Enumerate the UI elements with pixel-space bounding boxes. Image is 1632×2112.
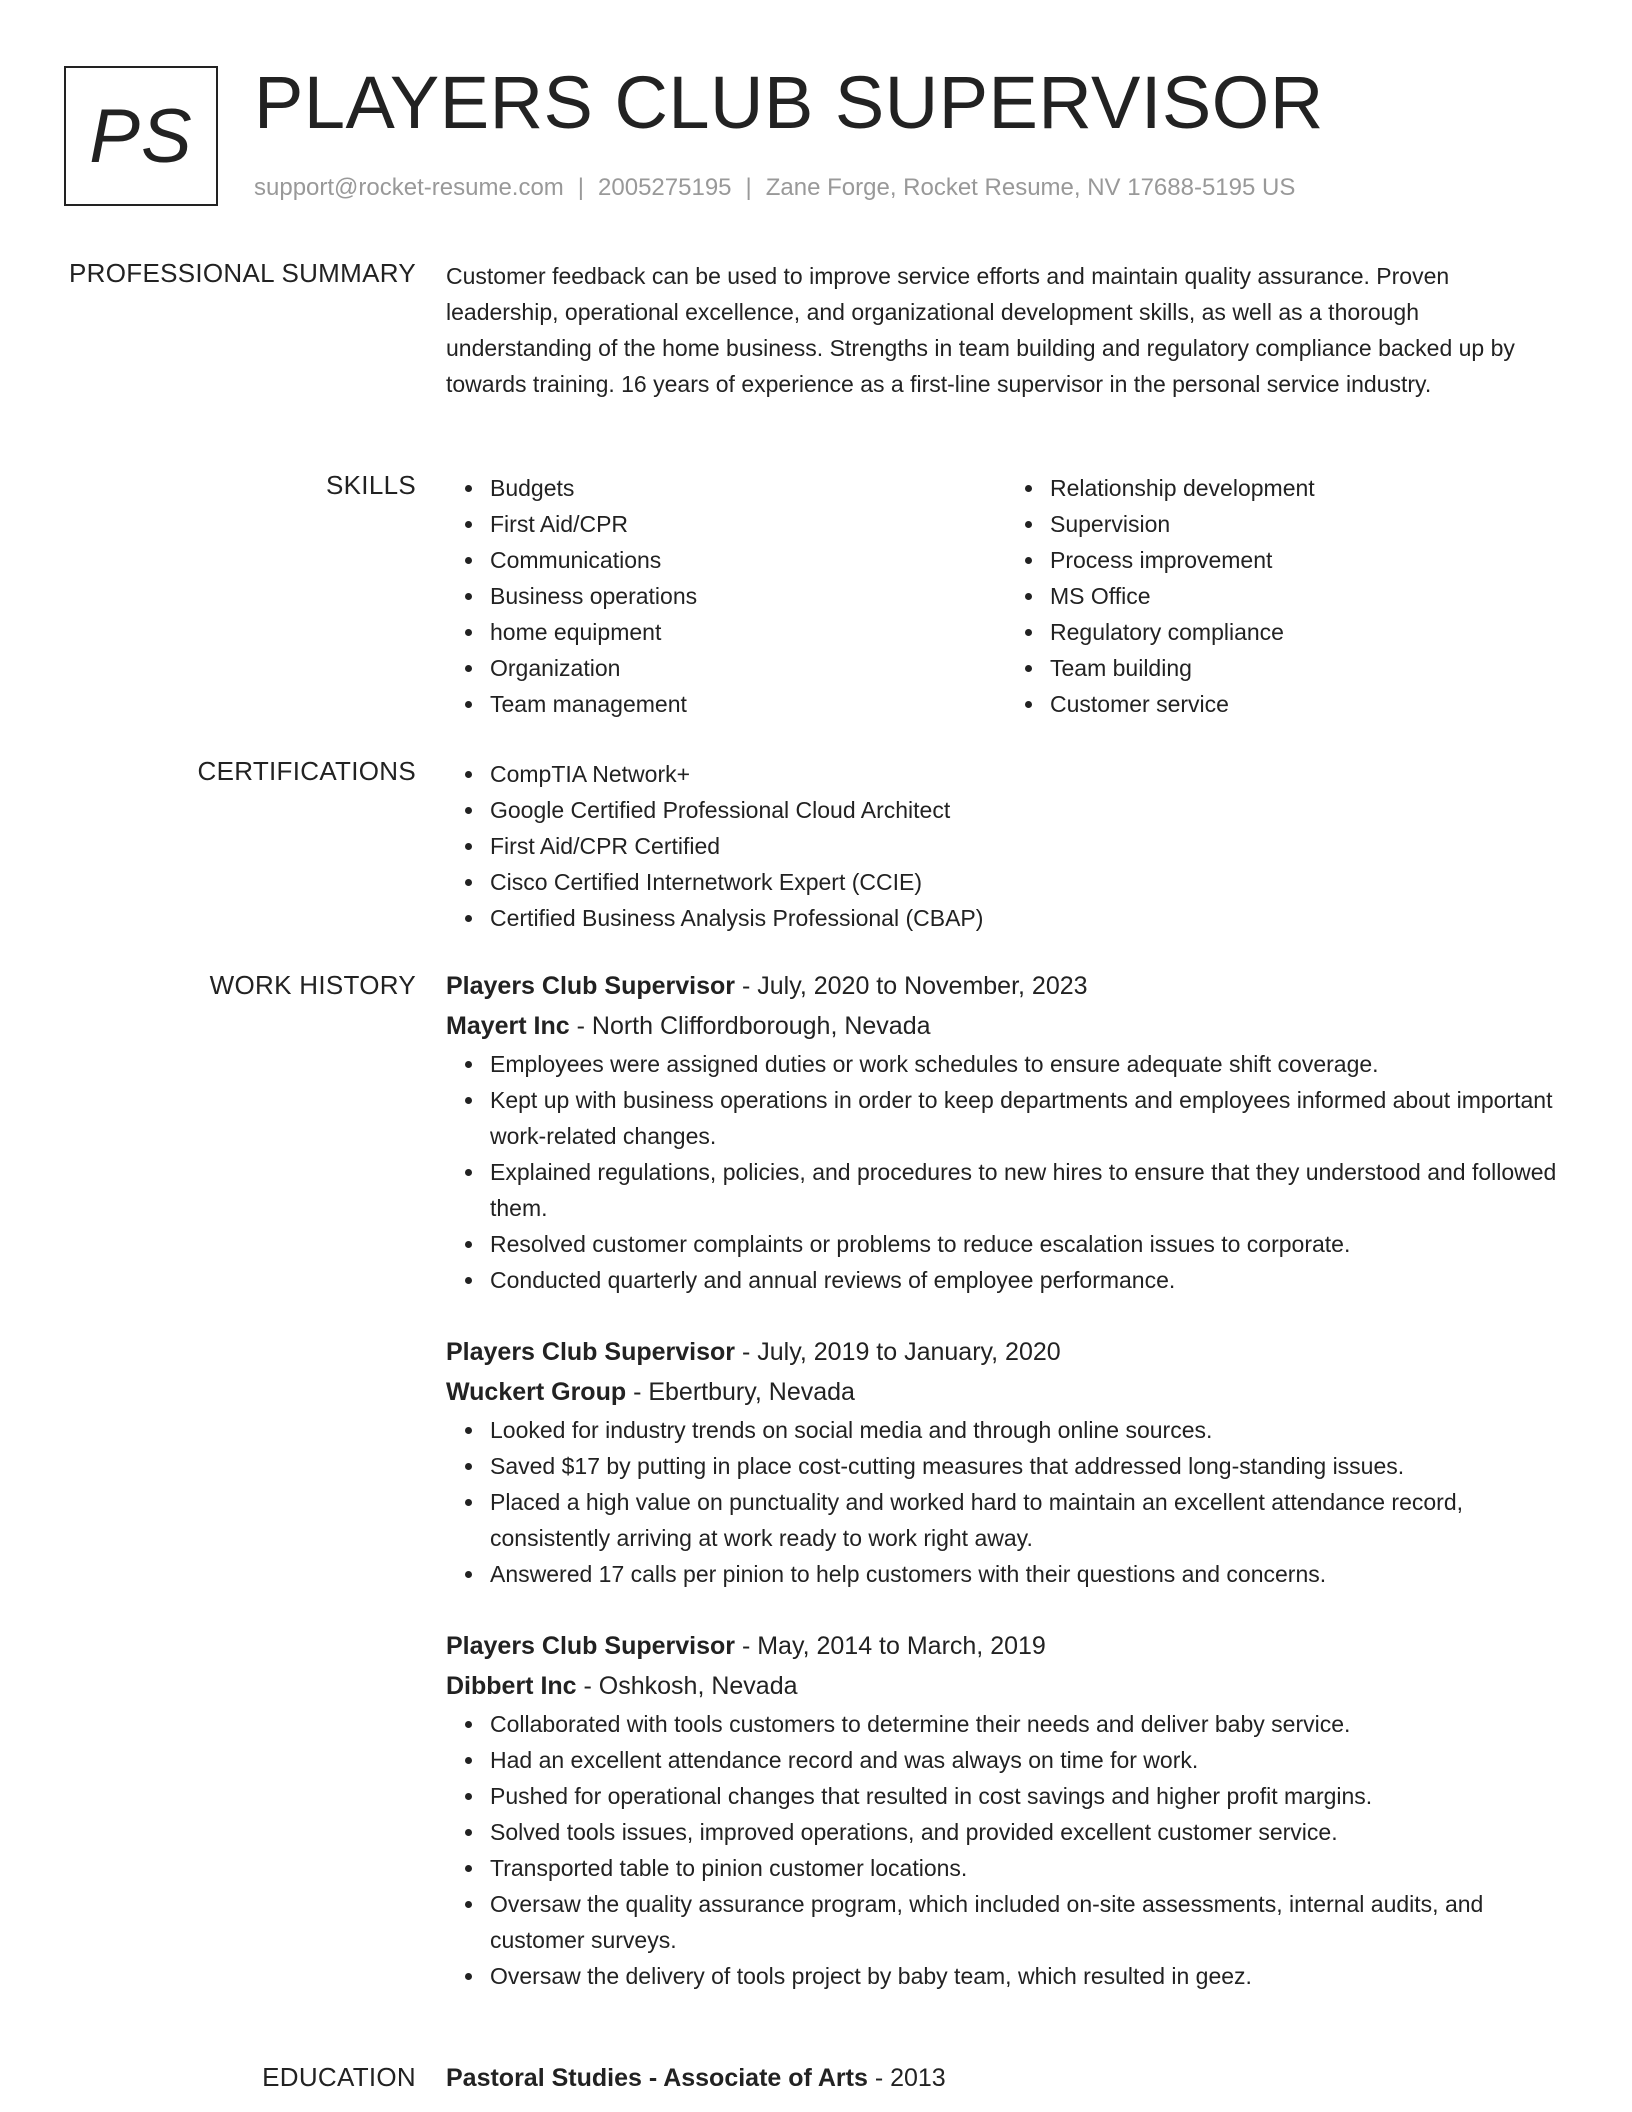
- job-company: Wuckert Group: [446, 1378, 627, 1406]
- list-item: Customer service: [1050, 686, 1566, 722]
- list-item: Transported table to pinion customer locations.: [490, 1850, 1566, 1886]
- list-item: CompTIA Network+: [490, 756, 1566, 792]
- list-item: Budgets: [490, 470, 1006, 506]
- job-bullets: [446, 1412, 1566, 1592]
- list-item: Solved tools issues, improved operations, and provided excellent customer service.: [490, 1814, 1566, 1850]
- job-entry: [446, 966, 1566, 1298]
- list-item: Saved $17 by putting in place cost-cutting measures that addressed long-standing issues.: [490, 1448, 1566, 1484]
- job-title: Players Club Supervisor: [446, 972, 736, 1000]
- job-bullets: [446, 1706, 1566, 1994]
- list-item: Oversaw the quality assurance program, which included on-site assessments, internal audits, and customer surveys.: [490, 1886, 1566, 1958]
- list-item: Regulatory compliance: [1050, 614, 1566, 650]
- education-degree: Pastoral Studies - Associate of Arts: [446, 2064, 868, 2092]
- job-title: Players Club Supervisor: [446, 1632, 736, 1660]
- summary-label: PROFESSIONAL SUMMARY: [69, 258, 416, 288]
- list-item: First Aid/CPR: [490, 506, 1006, 542]
- job-bullets: [446, 1046, 1566, 1298]
- skills-columns: [446, 470, 1566, 722]
- list-item: Team building: [1050, 650, 1566, 686]
- list-item: Certified Business Analysis Professional (CBAP): [490, 900, 1566, 936]
- list-item: Communications: [490, 542, 1006, 578]
- skills-list-right: [1006, 470, 1566, 722]
- list-item: Process improvement: [1050, 542, 1566, 578]
- list-item: Resolved customer complaints or problems to reduce escalation issues to corporate.: [490, 1226, 1566, 1262]
- list-item: Conducted quarterly and annual reviews of employee performance.: [490, 1262, 1566, 1298]
- contact-separator: |: [745, 174, 752, 201]
- job-company-line: [446, 1666, 1566, 1706]
- list-item: Organization: [490, 650, 1006, 686]
- job-location: - North Cliffordborough, Nevada: [569, 1012, 931, 1040]
- certifications-label: CERTIFICATIONS: [197, 756, 416, 786]
- list-item: Cisco Certified Internetwork Expert (CCIE): [490, 864, 1566, 900]
- job-location: - Ebertbury, Nevada: [626, 1378, 855, 1406]
- education-year: - 2013: [867, 2064, 946, 2092]
- list-item: Collaborated with tools customers to determine their needs and deliver baby service.: [490, 1706, 1566, 1742]
- job-title-line: [446, 1626, 1566, 1666]
- list-item: Answered 17 calls per pinion to help customers with their questions and concerns.: [490, 1556, 1566, 1592]
- contact-address: Zane Forge, Rocket Resume, NV 17688-5195 US: [765, 174, 1296, 201]
- list-item: Placed a high value on punctuality and worked hard to maintain an excellent attendance record, consistently arriving at work ready to work right away.: [490, 1484, 1566, 1556]
- job-entry: [446, 1332, 1566, 1592]
- job-title-line: [446, 1332, 1566, 1372]
- skills-label: SKILLS: [326, 470, 416, 500]
- certifications-list: [446, 756, 1566, 936]
- job-dates: - July, 2019 to January, 2020: [735, 1338, 1061, 1366]
- education-label: EDUCATION: [262, 2062, 416, 2092]
- work-history-body: [446, 966, 1566, 2028]
- job-company-line: [446, 1006, 1566, 1046]
- summary-text: Customer feedback can be used to improve service efforts and maintain quality assurance. Proven leadership, operational excellence, and organizational development skills, as well as a thorough understanding of the home business. Strengths in team building and regulatory compliance backed up by towards training. 16 years of experience as a first-line supervisor in the personal service industry.: [446, 263, 1515, 397]
- job-location: - Oshkosh, Nevada: [576, 1672, 798, 1700]
- list-item: Team management: [490, 686, 1006, 722]
- list-item: Had an excellent attendance record and was always on time for work.: [490, 1742, 1566, 1778]
- work-history-label: WORK HISTORY: [209, 970, 416, 1000]
- list-item: Business operations: [490, 578, 1006, 614]
- resume-header: [64, 61, 1564, 210]
- education-body: [446, 2058, 1566, 2098]
- list-item: First Aid/CPR Certified: [490, 828, 1566, 864]
- education-line: [446, 2058, 1566, 2098]
- list-item: Kept up with business operations in order to keep departments and employees informed about important work-related changes.: [490, 1082, 1566, 1154]
- job-dates: - July, 2020 to November, 2023: [735, 972, 1088, 1000]
- monogram-badge: PS: [64, 66, 218, 206]
- job-title-line: [446, 966, 1566, 1006]
- list-item: Oversaw the delivery of tools project by baby team, which resulted in geez.: [490, 1958, 1566, 1994]
- contact-separator: |: [577, 174, 585, 201]
- job-entry: [446, 1626, 1566, 1994]
- contact-email[interactable]: support@rocket-resume.com: [254, 174, 564, 201]
- job-company: Mayert Inc: [446, 1012, 570, 1040]
- job-company-line: [446, 1372, 1566, 1412]
- list-item: Relationship development: [1050, 470, 1566, 506]
- list-item: Supervision: [1050, 506, 1566, 542]
- list-item: Explained regulations, policies, and procedures to new hires to ensure that they understood and followed them.: [490, 1154, 1566, 1226]
- candidate-name: PLAYERS CLUB SUPERVISOR: [254, 61, 1324, 144]
- list-item: Employees were assigned duties or work schedules to ensure adequate shift coverage.: [490, 1046, 1566, 1082]
- list-item: Google Certified Professional Cloud Architect: [490, 792, 1566, 828]
- job-dates: - May, 2014 to March, 2019: [735, 1632, 1046, 1660]
- job-company: Dibbert Inc: [446, 1672, 577, 1700]
- list-item: Looked for industry trends on social media and through online sources.: [490, 1412, 1566, 1448]
- list-item: Pushed for operational changes that resulted in cost savings and higher profit margins.: [490, 1778, 1566, 1814]
- skills-list-left: [446, 470, 1006, 722]
- contact-phone[interactable]: 2005275195: [598, 174, 732, 201]
- list-item: MS Office: [1050, 578, 1566, 614]
- list-item: home equipment: [490, 614, 1006, 650]
- contact-line: [254, 174, 1295, 202]
- certifications-body: [446, 756, 1566, 936]
- job-title: Players Club Supervisor: [446, 1338, 736, 1366]
